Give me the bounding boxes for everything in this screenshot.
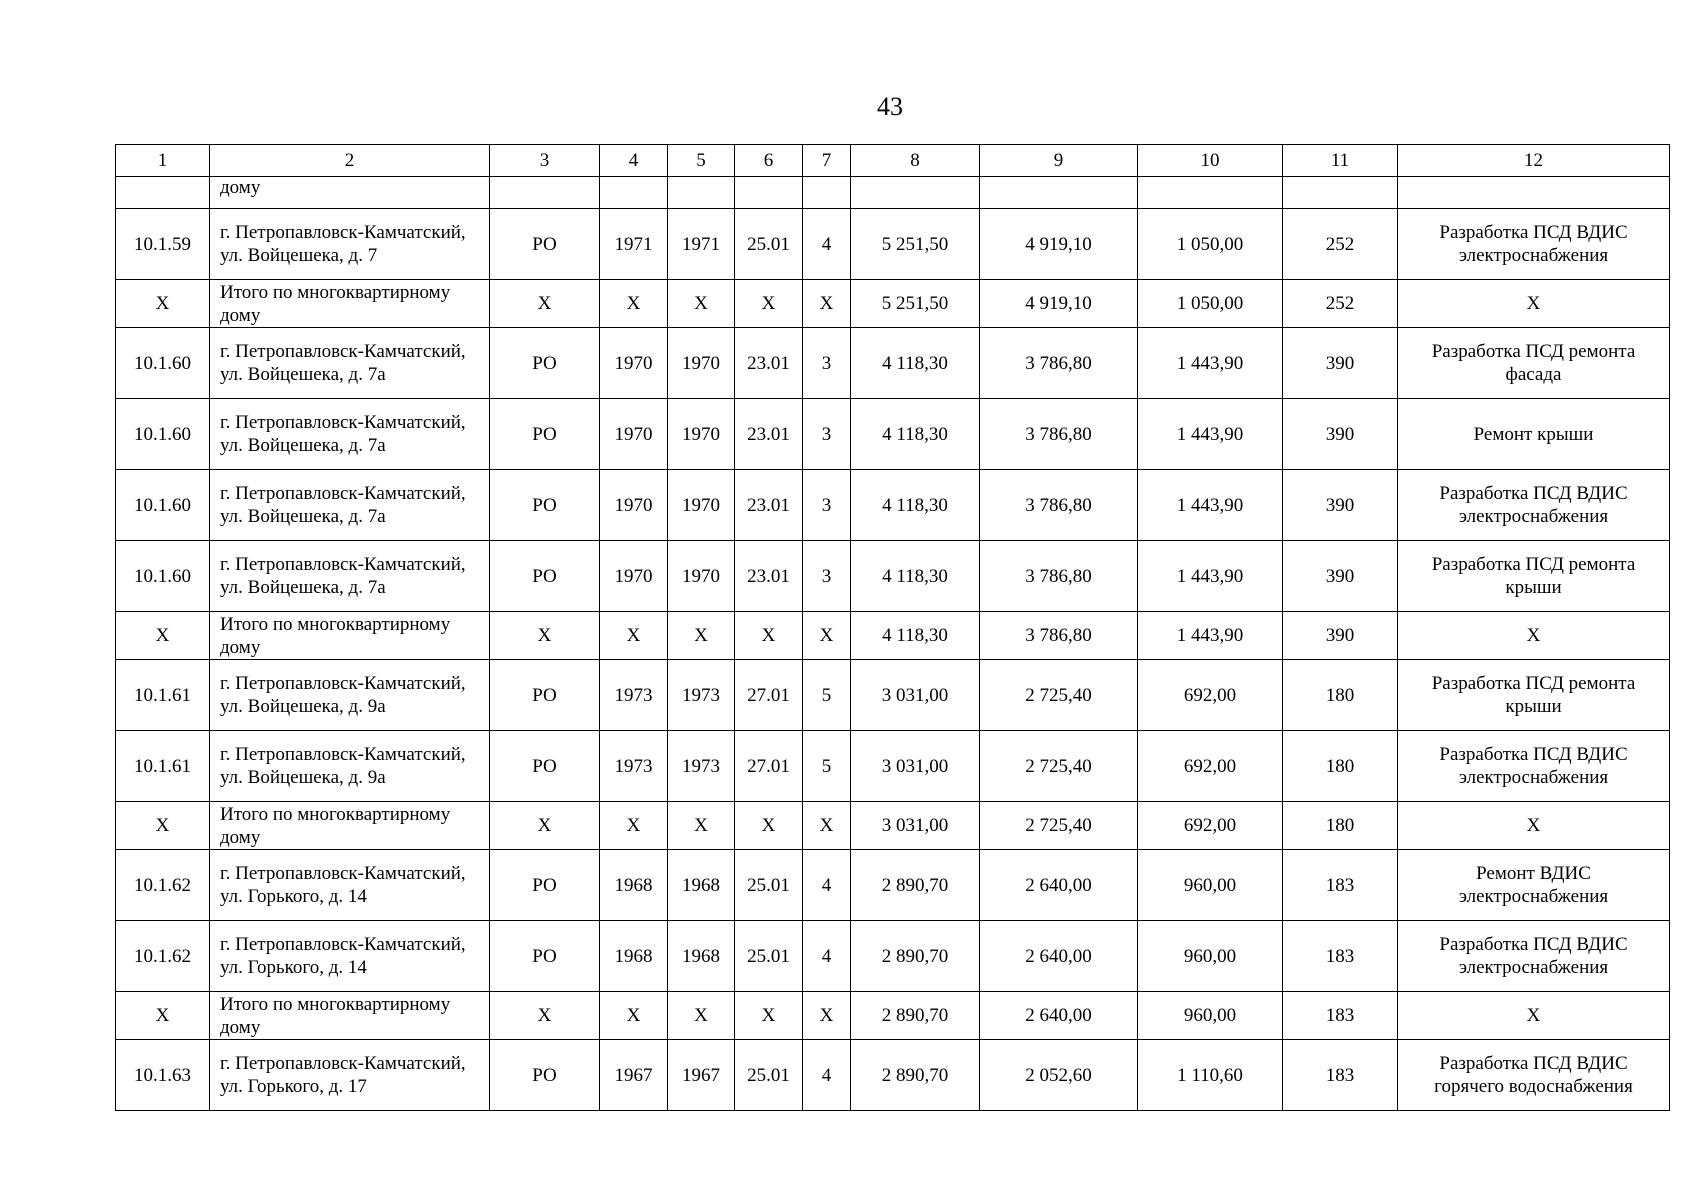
cell-address: г. Петропавловск-Камчатский, ул. Горького, д. 14 (210, 921, 490, 992)
column-header: 10 (1138, 145, 1283, 177)
cell-residents-count: 390 (1283, 470, 1398, 541)
table-row (116, 660, 1670, 731)
cell-item-number: Х (116, 280, 210, 328)
cell-floors: 4 (803, 209, 851, 280)
cell-year-built (600, 177, 668, 209)
cell-residents-count: 390 (1283, 612, 1398, 660)
cell-item-number: 10.1.60 (116, 541, 210, 612)
cell-non-residential-area (1138, 177, 1283, 209)
total-row (116, 280, 1670, 328)
cell-total-area: 2 890,70 (851, 921, 980, 992)
cell-wall-material-code: Х (735, 992, 803, 1040)
cell-year-commissioned: 1970 (668, 470, 735, 541)
cell-year-commissioned: 1970 (668, 328, 735, 399)
cell-non-residential-area: 960,00 (1138, 992, 1283, 1040)
cell-non-residential-area: 960,00 (1138, 850, 1283, 921)
cell-owner-type: РО (490, 850, 600, 921)
cell-residential-area: 3 786,80 (980, 328, 1138, 399)
cell-total-area (851, 177, 980, 209)
cell-year-built: 1968 (600, 921, 668, 992)
cell-wall-material-code: 27.01 (735, 731, 803, 802)
cell-item-number: 10.1.62 (116, 850, 210, 921)
cell-wall-material-code: 23.01 (735, 541, 803, 612)
cell-residential-area: 2 725,40 (980, 802, 1138, 850)
column-header: 2 (210, 145, 490, 177)
cell-owner-type: Х (490, 992, 600, 1040)
cell-address: г. Петропавловск-Камчатский, ул. Войцешека, д. 7а (210, 328, 490, 399)
cell-work-type (1398, 177, 1670, 209)
table-row (116, 399, 1670, 470)
cell-total-area: 3 031,00 (851, 660, 980, 731)
total-row (116, 612, 1670, 660)
cell-non-residential-area: 692,00 (1138, 802, 1283, 850)
cell-year-built: 1970 (600, 470, 668, 541)
cell-total-area: 3 031,00 (851, 802, 980, 850)
cell-year-built: 1970 (600, 328, 668, 399)
cell-work-type: Ремонт ВДИС электроснабжения (1398, 850, 1670, 921)
column-header: 1 (116, 145, 210, 177)
cell-residential-area: 3 786,80 (980, 399, 1138, 470)
cell-work-type: Разработка ПСД ВДИС электроснабжения (1398, 470, 1670, 541)
cell-wall-material-code: 23.01 (735, 399, 803, 470)
cell-owner-type: РО (490, 731, 600, 802)
cell-owner-type: Х (490, 802, 600, 850)
cell-item-number: 10.1.60 (116, 328, 210, 399)
cell-non-residential-area: 692,00 (1138, 660, 1283, 731)
table-row (116, 850, 1670, 921)
cell-year-commissioned: Х (668, 612, 735, 660)
column-header: 11 (1283, 145, 1398, 177)
table-row (116, 209, 1670, 280)
cell-total-area: 4 118,30 (851, 328, 980, 399)
cell-total-area: 4 118,30 (851, 541, 980, 612)
cell-residents-count: 180 (1283, 660, 1398, 731)
cell-residential-area: 2 052,60 (980, 1040, 1138, 1111)
cell-residential-area: 4 919,10 (980, 280, 1138, 328)
cell-address: дому (210, 177, 490, 209)
cell-wall-material-code: 27.01 (735, 660, 803, 731)
cell-residential-area: 3 786,80 (980, 470, 1138, 541)
cell-item-number: Х (116, 992, 210, 1040)
cell-item-number: 10.1.62 (116, 921, 210, 992)
cell-year-built: 1973 (600, 731, 668, 802)
cell-wall-material-code: Х (735, 612, 803, 660)
cell-work-type: Разработка ПСД ВДИС горячего водоснабжения (1398, 1040, 1670, 1111)
cell-item-number: 10.1.61 (116, 731, 210, 802)
cell-year-commissioned: 1968 (668, 850, 735, 921)
cell-year-built: 1970 (600, 399, 668, 470)
cell-floors: Х (803, 280, 851, 328)
cell-floors: 5 (803, 731, 851, 802)
cell-owner-type: Х (490, 280, 600, 328)
register-table (115, 144, 1670, 1111)
cell-year-built: 1968 (600, 850, 668, 921)
column-header: 12 (1398, 145, 1670, 177)
table-row (116, 731, 1670, 802)
column-header: 6 (735, 145, 803, 177)
cell-residential-area: 2 640,00 (980, 992, 1138, 1040)
cell-year-commissioned: 1970 (668, 399, 735, 470)
cell-year-built: 1967 (600, 1040, 668, 1111)
cell-floors: 3 (803, 541, 851, 612)
table-row (116, 177, 1670, 209)
cell-residents-count: 252 (1283, 209, 1398, 280)
cell-wall-material-code: 23.01 (735, 328, 803, 399)
cell-year-built: Х (600, 992, 668, 1040)
cell-owner-type: РО (490, 399, 600, 470)
cell-residents-count: 390 (1283, 399, 1398, 470)
cell-total-area: 5 251,50 (851, 209, 980, 280)
cell-year-commissioned (668, 177, 735, 209)
cell-year-commissioned: 1973 (668, 731, 735, 802)
cell-residents-count: 183 (1283, 921, 1398, 992)
cell-owner-type: РО (490, 921, 600, 992)
cell-work-type: Х (1398, 280, 1670, 328)
cell-residents-count: 180 (1283, 802, 1398, 850)
page-number: 43 (877, 92, 903, 121)
cell-residential-area: 2 725,40 (980, 660, 1138, 731)
cell-wall-material-code (735, 177, 803, 209)
table-row (116, 541, 1670, 612)
cell-non-residential-area: 1 443,90 (1138, 328, 1283, 399)
column-header: 4 (600, 145, 668, 177)
cell-year-commissioned: 1967 (668, 1040, 735, 1111)
cell-wall-material-code: 23.01 (735, 470, 803, 541)
cell-year-commissioned: 1968 (668, 921, 735, 992)
cell-work-type: Разработка ПСД ремонта фасада (1398, 328, 1670, 399)
cell-owner-type: РО (490, 541, 600, 612)
cell-floors: Х (803, 992, 851, 1040)
total-row (116, 992, 1670, 1040)
cell-item-number: 10.1.59 (116, 209, 210, 280)
cell-residents-count (1283, 177, 1398, 209)
cell-floors: 3 (803, 328, 851, 399)
cell-address: г. Петропавловск-Камчатский, ул. Войцешека, д. 9а (210, 660, 490, 731)
cell-owner-type: РО (490, 1040, 600, 1111)
cell-item-number: 10.1.60 (116, 399, 210, 470)
cell-floors: 3 (803, 470, 851, 541)
cell-non-residential-area: 1 110,60 (1138, 1040, 1283, 1111)
cell-non-residential-area: 1 443,90 (1138, 470, 1283, 541)
cell-residential-area: 3 786,80 (980, 612, 1138, 660)
column-header: 7 (803, 145, 851, 177)
cell-year-commissioned: 1973 (668, 660, 735, 731)
cell-year-built: 1971 (600, 209, 668, 280)
cell-residential-area: 2 640,00 (980, 850, 1138, 921)
cell-work-type: Разработка ПСД ремонта крыши (1398, 660, 1670, 731)
table-body (116, 177, 1670, 1111)
cell-total-area: 4 118,30 (851, 470, 980, 541)
cell-wall-material-code: Х (735, 280, 803, 328)
cell-wall-material-code: 25.01 (735, 850, 803, 921)
column-header: 8 (851, 145, 980, 177)
cell-non-residential-area: 960,00 (1138, 921, 1283, 992)
cell-item-number (116, 177, 210, 209)
cell-address: г. Петропавловск-Камчатский, ул. Войцешека, д. 7а (210, 470, 490, 541)
column-header: 3 (490, 145, 600, 177)
cell-non-residential-area: 692,00 (1138, 731, 1283, 802)
cell-year-commissioned: Х (668, 992, 735, 1040)
cell-floors: Х (803, 612, 851, 660)
cell-residential-area: 4 919,10 (980, 209, 1138, 280)
cell-address: г. Петропавловск-Камчатский, ул. Горького, д. 17 (210, 1040, 490, 1111)
cell-wall-material-code: 25.01 (735, 921, 803, 992)
cell-work-type: Х (1398, 612, 1670, 660)
cell-address: г. Петропавловск-Камчатский, ул. Войцешека, д. 9а (210, 731, 490, 802)
cell-owner-type: РО (490, 660, 600, 731)
cell-floors: Х (803, 802, 851, 850)
total-row (116, 802, 1670, 850)
cell-year-built: Х (600, 280, 668, 328)
cell-residential-area: 2 640,00 (980, 921, 1138, 992)
table-row (116, 328, 1670, 399)
column-header: 5 (668, 145, 735, 177)
cell-year-commissioned: 1970 (668, 541, 735, 612)
cell-residents-count: 183 (1283, 992, 1398, 1040)
cell-year-commissioned: Х (668, 802, 735, 850)
cell-floors (803, 177, 851, 209)
cell-year-built: Х (600, 802, 668, 850)
cell-residents-count: 180 (1283, 731, 1398, 802)
cell-wall-material-code: 25.01 (735, 209, 803, 280)
cell-residents-count: 183 (1283, 850, 1398, 921)
column-header: 9 (980, 145, 1138, 177)
cell-floors: 4 (803, 850, 851, 921)
cell-wall-material-code: 25.01 (735, 1040, 803, 1111)
table-row (116, 921, 1670, 992)
cell-year-built: 1970 (600, 541, 668, 612)
cell-total-area: 2 890,70 (851, 992, 980, 1040)
cell-year-built: Х (600, 612, 668, 660)
cell-item-number: 10.1.60 (116, 470, 210, 541)
cell-work-type: Х (1398, 802, 1670, 850)
cell-residents-count: 252 (1283, 280, 1398, 328)
cell-residential-area: 2 725,40 (980, 731, 1138, 802)
cell-residents-count: 390 (1283, 328, 1398, 399)
cell-residents-count: 183 (1283, 1040, 1398, 1111)
cell-owner-type (490, 177, 600, 209)
cell-floors: 4 (803, 921, 851, 992)
cell-floors: 4 (803, 1040, 851, 1111)
cell-wall-material-code: Х (735, 802, 803, 850)
cell-owner-type: РО (490, 209, 600, 280)
table-row (116, 470, 1670, 541)
cell-non-residential-area: 1 443,90 (1138, 399, 1283, 470)
cell-total-area: 5 251,50 (851, 280, 980, 328)
cell-address: Итого по многоквартирному дому (210, 612, 490, 660)
cell-owner-type: РО (490, 328, 600, 399)
cell-residents-count: 390 (1283, 541, 1398, 612)
cell-owner-type: Х (490, 612, 600, 660)
cell-item-number: Х (116, 612, 210, 660)
cell-year-built: 1973 (600, 660, 668, 731)
column-number-row (116, 145, 1670, 177)
cell-total-area: 2 890,70 (851, 1040, 980, 1111)
cell-non-residential-area: 1 050,00 (1138, 280, 1283, 328)
cell-address: Итого по многоквартирному дому (210, 992, 490, 1040)
cell-item-number: Х (116, 802, 210, 850)
cell-total-area: 4 118,30 (851, 612, 980, 660)
cell-work-type: Разработка ПСД ремонта крыши (1398, 541, 1670, 612)
cell-address: Итого по многоквартирному дому (210, 280, 490, 328)
cell-item-number: 10.1.63 (116, 1040, 210, 1111)
cell-work-type: Ремонт крыши (1398, 399, 1670, 470)
cell-total-area: 2 890,70 (851, 850, 980, 921)
cell-year-commissioned: 1971 (668, 209, 735, 280)
cell-total-area: 3 031,00 (851, 731, 980, 802)
cell-owner-type: РО (490, 470, 600, 541)
cell-address: г. Петропавловск-Камчатский, ул. Войцешека, д. 7 (210, 209, 490, 280)
cell-floors: 5 (803, 660, 851, 731)
cell-residential-area (980, 177, 1138, 209)
cell-non-residential-area: 1 050,00 (1138, 209, 1283, 280)
cell-address: Итого по многоквартирному дому (210, 802, 490, 850)
cell-work-type: Разработка ПСД ВДИС электроснабжения (1398, 209, 1670, 280)
cell-work-type: Разработка ПСД ВДИС электроснабжения (1398, 921, 1670, 992)
cell-non-residential-area: 1 443,90 (1138, 541, 1283, 612)
cell-residential-area: 3 786,80 (980, 541, 1138, 612)
cell-work-type: Разработка ПСД ВДИС электроснабжения (1398, 731, 1670, 802)
table-row (116, 1040, 1670, 1111)
cell-floors: 3 (803, 399, 851, 470)
cell-work-type: Х (1398, 992, 1670, 1040)
cell-item-number: 10.1.61 (116, 660, 210, 731)
cell-address: г. Петропавловск-Камчатский, ул. Войцешека, д. 7а (210, 399, 490, 470)
cell-year-commissioned: Х (668, 280, 735, 328)
cell-address: г. Петропавловск-Камчатский, ул. Войцешека, д. 7а (210, 541, 490, 612)
cell-total-area: 4 118,30 (851, 399, 980, 470)
cell-address: г. Петропавловск-Камчатский, ул. Горького, д. 14 (210, 850, 490, 921)
cell-non-residential-area: 1 443,90 (1138, 612, 1283, 660)
